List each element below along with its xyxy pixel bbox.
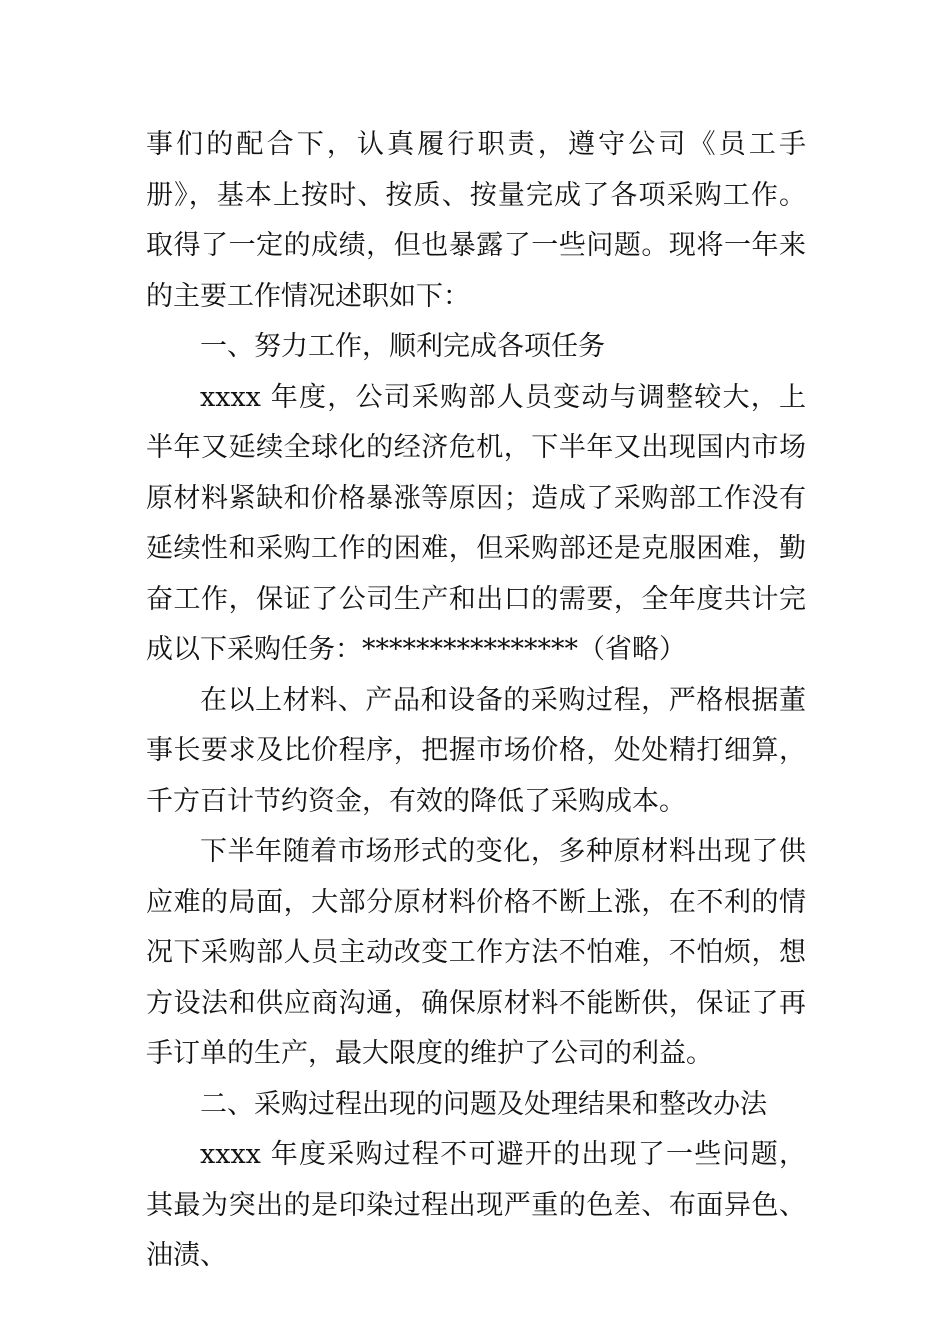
section-heading-1: 一、努力工作，顺利完成各项任务 [200, 331, 605, 362]
document-body [146, 120, 806, 1282]
paragraph-2: xxxx 年度，公司采购部人员变动与调整较大，上半年又延续全球化的经济危机，下半年又出现国内市场原材料紧缺和价格暴涨等原因；造成了采购部工作没有延续性和采购工作的困难，但采购部还是克服困难，勤奋工作，保证了公司生产和出口的需要，全年度共计完成以下采购任务：****************（省略） [146, 381, 806, 665]
section-heading-2: 二、采购过程出现的问题及处理结果和整改办法 [200, 1088, 767, 1120]
paragraph-5: xxxx 年度采购过程不可避开的出现了一些问题，其最为突出的是印染过程出现严重的色差、布面异色、油渍、 [146, 1139, 806, 1271]
paragraph-3: 在以上材料、产品和设备的采购过程，严格根据董事长要求及比价程序，把握市场价格，处处精打细算，千方百计节约资金，有效的降低了采购成本。 [146, 684, 806, 817]
paragraph-1: 事们的配合下，认真履行职责，遵守公司《员工手册》，基本上按时、按质、按量完成了各项采购工作。取得了一定的成绩，但也暴露了一些问题。现将一年来的主要工作情况述职如下： [146, 129, 806, 312]
paragraph-4: 下半年随着市场形式的变化，多种原材料出现了供应难的局面，大部分原材料价格不断上涨，在不利的情况下采购部人员主动改变工作方法不怕难，不怕烦，想方设法和供应商沟通，确保原材料不能断供，保证了再手订单的生产，最大限度的维护了公司的利益。 [146, 836, 806, 1069]
